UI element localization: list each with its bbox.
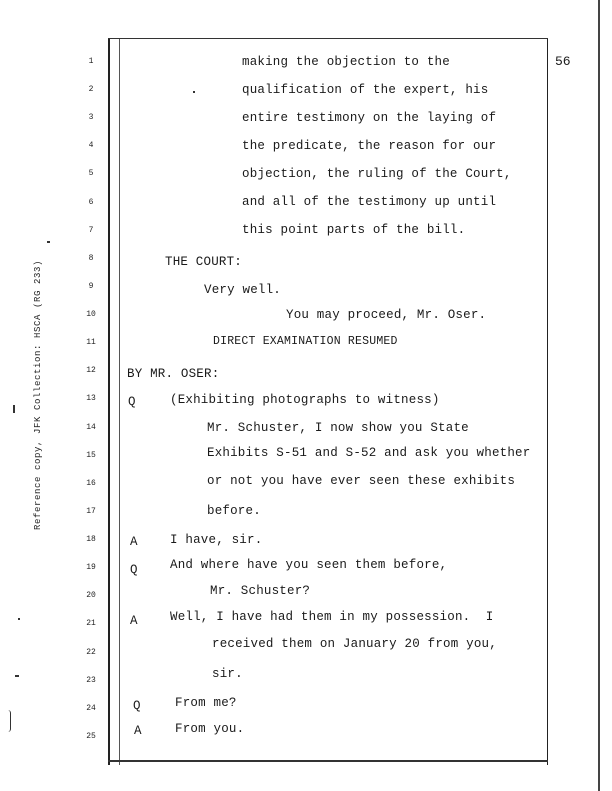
speaker-label: Q [133,699,141,713]
scan-speck [47,241,50,243]
page-number: 56 [555,54,571,69]
top-rule [108,38,548,39]
transcript-line: And where have you seen them before, [170,558,448,572]
transcript-line: entire testimony on the laying of [242,111,497,125]
transcript-line: received them on January 20 from you, [212,637,497,651]
line-number: 12 [86,366,96,375]
scan-mark [8,710,11,732]
transcript-line: before. [207,504,261,518]
line-number: 23 [86,676,96,685]
speaker-label: Q [128,395,136,409]
line-number: 20 [86,591,96,600]
line-number: 9 [88,282,94,291]
line-number: 6 [88,198,94,207]
transcript-line: making the objection to the [242,55,450,69]
line-number: 17 [86,507,96,516]
right-margin-rule [547,38,548,765]
bottom-rule [108,760,548,762]
transcript-line: (Exhibiting photographs to witness) [170,393,440,407]
speaker-label: A [130,614,138,628]
transcript-line: or not you have ever seen these exhibits [207,474,516,488]
transcript-line: You may proceed, Mr. Oser. [286,308,487,322]
line-number: 25 [86,732,96,741]
line-number: 11 [86,338,96,347]
line-number: 14 [86,423,96,432]
line-number: 19 [86,563,96,572]
transcript-line: and all of the testimony up until [242,195,497,209]
side-reference-text: Reference copy, JFK Collection: HSCA (RG 233) [33,259,43,530]
transcript-line: From me? [175,696,237,710]
transcript-line: Mr. Schuster, I now show you State [207,421,469,435]
line-number: 22 [86,648,96,657]
line-number: 15 [86,451,96,460]
scan-speck [193,91,195,93]
line-number: 1 [88,57,94,66]
speaker-label: A [130,535,138,549]
left-inner-margin-rule [119,38,120,765]
line-number: 8 [88,254,94,263]
line-number: 7 [88,226,94,235]
left-margin-rule [108,38,110,765]
transcript-line: objection, the ruling of the Court, [242,167,512,181]
transcript-line: Exhibits S-51 and S-52 and ask you whether [207,446,531,460]
line-number: 16 [86,479,96,488]
examiner-heading: BY MR. OSER: [127,367,220,381]
transcript-line: sir. [212,667,243,681]
section-heading: DIRECT EXAMINATION RESUMED [213,335,398,348]
line-number: 18 [86,535,96,544]
line-number: 4 [88,141,94,150]
transcript-line: Mr. Schuster? [210,584,311,598]
scan-speck [18,618,20,620]
line-number: 5 [88,169,94,178]
line-number: 10 [86,310,96,319]
scan-edge [598,0,600,791]
line-number: 24 [86,704,96,713]
line-number: 2 [88,85,94,94]
transcript-line: Well, I have had them in my possession. I [170,610,494,624]
transcript-line: Very well. [204,283,282,297]
line-number: 3 [88,113,94,122]
transcript-line: this point parts of the bill. [242,223,466,237]
speaker-label: A [134,724,142,738]
transcript-line: qualification of the expert, his [242,83,489,97]
speaker-label: Q [130,563,138,577]
line-number: 21 [86,619,96,628]
transcript-line: the predicate, the reason for our [242,139,497,153]
speaker-heading: THE COURT: [165,255,243,269]
scan-speck [13,405,15,413]
transcript-line: I have, sir. [170,533,263,547]
scan-speck [15,675,19,677]
transcript-line: From you. [175,722,245,736]
line-number: 13 [86,394,96,403]
